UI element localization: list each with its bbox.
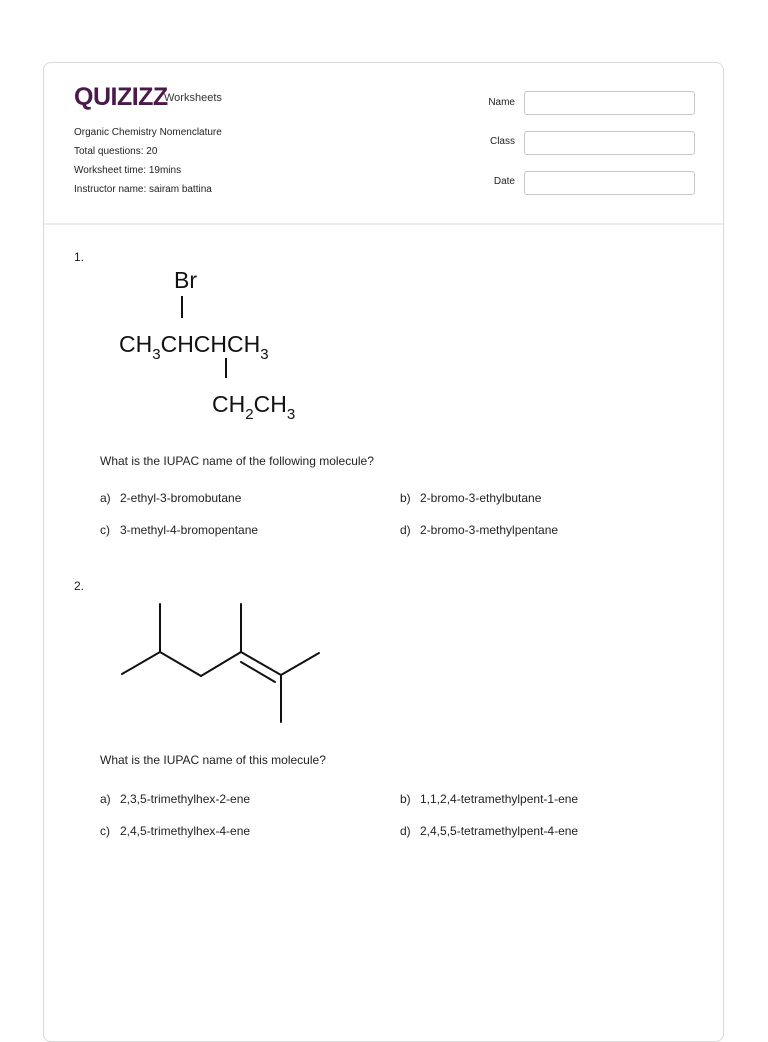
question-2-option-d[interactable]: d) 2,4,5,5-tetramethylpent-4-ene (400, 824, 579, 838)
question-2-prompt: What is the IUPAC name of this molecule? (100, 753, 326, 767)
question-1-prompt: What is the IUPAC name of the following molecule? (100, 454, 374, 468)
worksheet-time: Worksheet time: 19mins (74, 165, 182, 176)
date-field[interactable] (524, 171, 695, 195)
question-1-number: 1. (74, 250, 85, 264)
question-2-number: 2. (74, 579, 85, 593)
instructor-name: Instructor name: sairam battina (74, 184, 212, 195)
branch-formula: $CH_2CH_3$ (212, 391, 296, 423)
worksheet-header (44, 63, 723, 225)
main-chain-formula: $CH_3CHCHCH_3$ (119, 331, 269, 363)
question-1-option-a[interactable]: a) 2-ethyl-3-bromobutane (100, 491, 242, 505)
quizizz-logo: QUIZIZZ (74, 83, 168, 111)
question-1-option-d[interactable]: d) 2-bromo-3-methylpentane (400, 523, 559, 537)
name-label: Name (488, 97, 515, 108)
worksheet-card (43, 62, 724, 1042)
question-1-structure (114, 258, 334, 423)
class-field[interactable] (524, 131, 695, 155)
logo-subtitle: Worksheets (164, 92, 222, 104)
skeletal-formula-icon (114, 598, 329, 728)
class-label: Class (489, 136, 515, 147)
total-questions: Total questions: 20 (74, 146, 158, 157)
date-label: Date (493, 176, 515, 187)
bromine-label: Br (174, 267, 197, 293)
worksheet-title: Organic Chemistry Nomenclature (74, 127, 222, 138)
question-2-option-c[interactable]: c) 2,4,5-trimethylhex-4-ene (100, 824, 251, 838)
question-1-option-c[interactable]: c) 3-methyl-4-bromopentane (100, 523, 259, 537)
question-1-option-b[interactable]: b) 2-bromo-3-ethylbutane (400, 491, 542, 505)
name-field[interactable] (524, 91, 695, 115)
question-2-option-b[interactable]: b) 1,1,2,4-tetramethylpent-1-ene (400, 792, 579, 806)
question-2-option-a[interactable]: a) 2,3,5-trimethylhex-2-ene (100, 792, 251, 806)
